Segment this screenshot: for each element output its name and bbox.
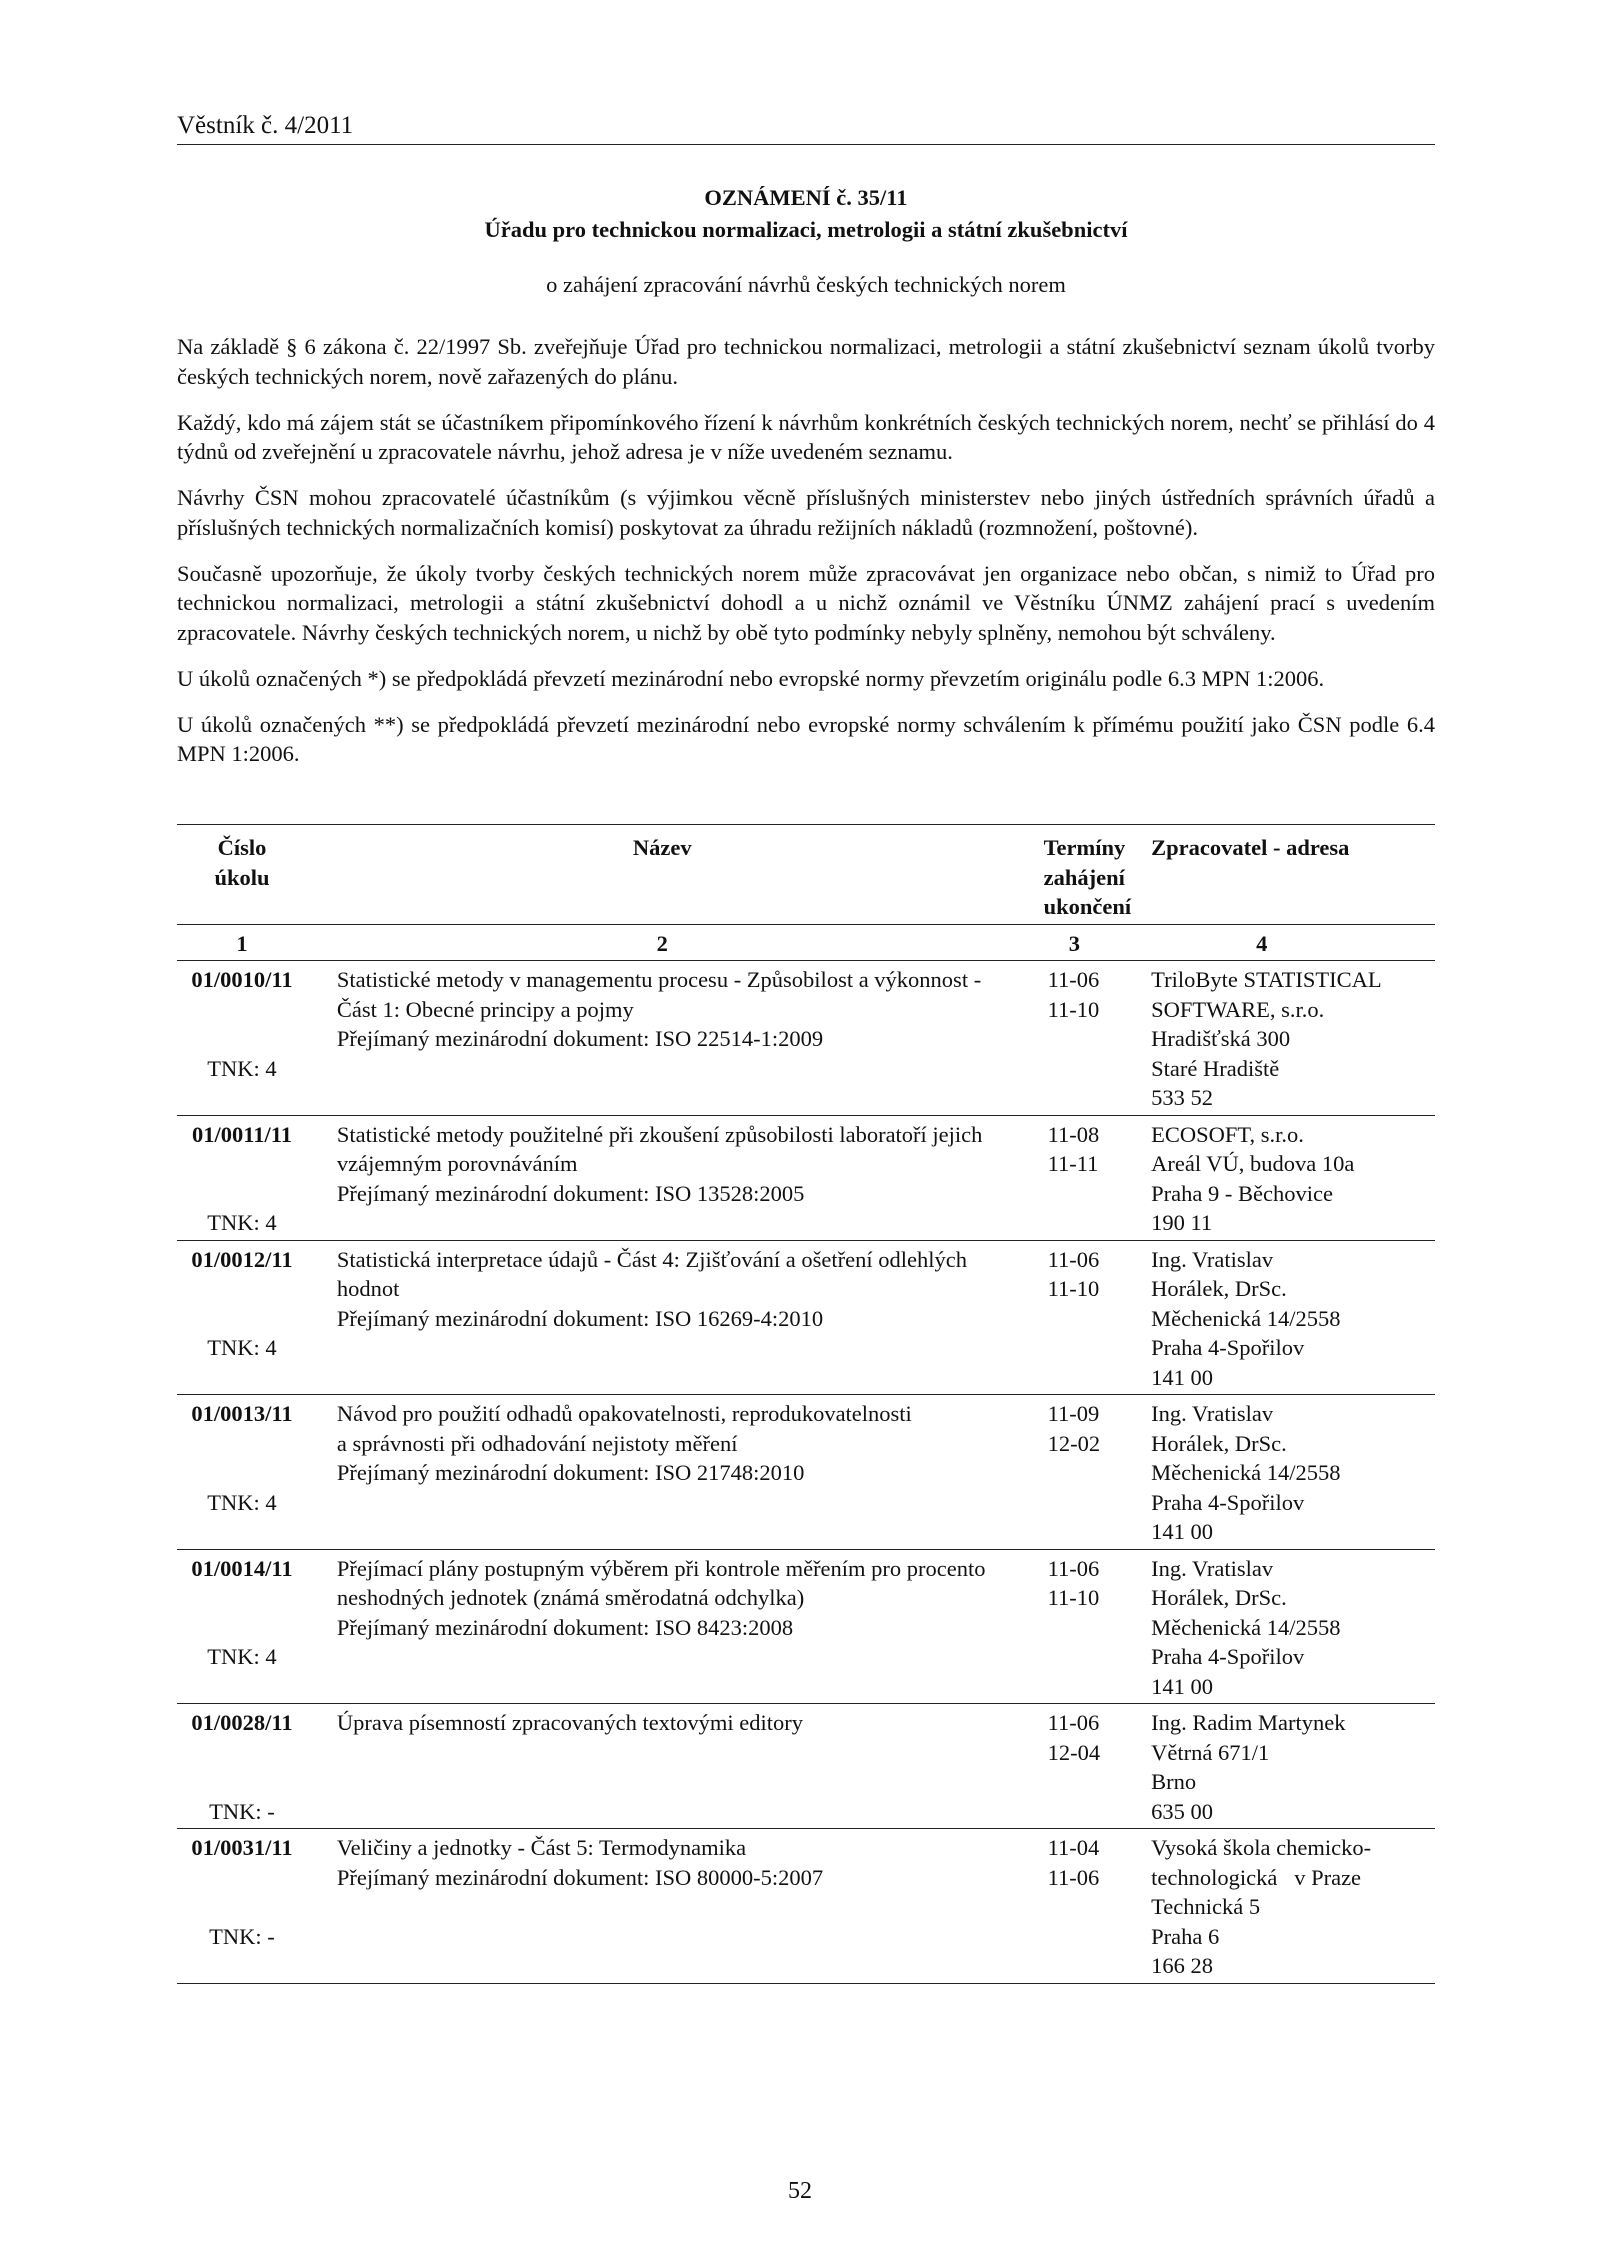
task-number-cell bbox=[177, 1829, 307, 1984]
column-number: 2 bbox=[307, 924, 1018, 961]
tnk-label: TNK: - bbox=[209, 1923, 275, 1949]
tnk-label: TNK: 4 bbox=[207, 1335, 277, 1360]
task-title-line: Přejímaný mezinárodní dokument: ISO 22514-1:2009 bbox=[336, 1026, 824, 1051]
paragraph: Na základě § 6 zákona č. 22/1997 Sb. zveřejňuje Úřad pro technickou normalizaci, metrologii a státní zkušebnictví seznam úkolů tvorby českých technických norem, nově zařazených do plánu. bbox=[177, 334, 1435, 389]
header-processor: Zpracovatel - adresa bbox=[1131, 825, 1435, 925]
processor-address-line: Vysoká škola chemicko- bbox=[1151, 1835, 1372, 1860]
processor-address-line: Měchenická 14/2558 bbox=[1151, 1305, 1341, 1331]
paragraph: Návrhy ČSN mohou zpracovatelé účastníkům (s výjimkou věcně příslušných ministerstev nebo jiných ústředních správních úřadů a příslušných technických normalizačních komisí) poskytovat za úhradu režijních nákladů (rozmnožení, poštovné). bbox=[177, 485, 1435, 540]
processor-address-cell bbox=[1131, 1704, 1435, 1829]
terms-cell bbox=[1018, 1395, 1132, 1550]
task-title-cell bbox=[307, 1395, 1018, 1550]
task-title-line: Přejímaný mezinárodní dokument: ISO 16269-4:2010 bbox=[336, 1305, 824, 1331]
start-term: 11-04 bbox=[1047, 1835, 1100, 1860]
header-terms: Termíny zahájení ukončení bbox=[1018, 825, 1132, 925]
task-title-line: Veličiny a jednotky - Část 5: Termodynamika bbox=[336, 1835, 747, 1860]
task-title-line: Přejímaný mezinárodní dokument: ISO 21748:2010 bbox=[336, 1460, 805, 1485]
start-term: 11-06 bbox=[1047, 1246, 1100, 1272]
paragraph: Každý, kdo má zájem stát se účastníkem připomínkového řízení k návrhům konkrétních českých technických norem, nechť se přihlásí do 4 týdnů od zveřejnění u zpracovatele návrhu, jehož adresa je v níže uvedeném seznamu. bbox=[177, 409, 1435, 464]
processor-address-cell bbox=[1131, 1549, 1435, 1704]
header-title: Název bbox=[307, 825, 1018, 925]
end-term: 11-11 bbox=[1047, 1151, 1099, 1176]
tnk-label: TNK: - bbox=[209, 1798, 275, 1824]
table-row bbox=[177, 1704, 1435, 1829]
task-title-cell bbox=[307, 1549, 1018, 1704]
table-row bbox=[177, 1549, 1435, 1704]
paragraph: Současně upozorňuje, že úkoly tvorby českých technických norem může zpracovávat jen organizace nebo občan, s nimiž to Úřad pro technickou normalizaci, metrologii a státní zkušebnictví dohodl a u nichž oznámil ve Věstníku ÚNMZ zahájení prací s uvedením zpracovatele. Návrhy českých technických norem, u nichž by obě tyto podmínky nebyly splněny, nemohou být schváleny. bbox=[177, 560, 1435, 645]
task-number-cell bbox=[177, 1240, 307, 1395]
end-term: 11-10 bbox=[1047, 1276, 1100, 1301]
task-id: 01/0011/11 bbox=[191, 1121, 292, 1147]
processor-address-line: Brno bbox=[1151, 1769, 1197, 1794]
task-title-line: a správnosti při odhadování nejistoty měření bbox=[336, 1430, 738, 1456]
task-title-line: Statistické metody použitelné při zkoušení způsobilosti laboratoří jejich bbox=[336, 1121, 983, 1147]
task-title-line: Přejímaný mezinárodní dokument: ISO 8423:2008 bbox=[336, 1614, 794, 1640]
announcement-subtitle: o zahájení zpracování návrhů českých technických norem bbox=[546, 272, 1066, 297]
paragraph: U úkolů označených **) se předpokládá převzetí mezinárodní nebo evropské normy schválením k přímému použití jako ČSN podle 6.4 MPN 1:2006. bbox=[177, 711, 1435, 766]
announcement-title bbox=[177, 182, 1435, 246]
processor-address-line: Areál VÚ, budova 10a bbox=[1151, 1151, 1355, 1176]
paragraph: U úkolů označených *) se předpokládá převzetí mezinárodní nebo evropské normy převzetím originálu podle 6.3 MPN 1:2006. bbox=[177, 665, 1325, 691]
body-text bbox=[177, 332, 1435, 785]
task-number-cell bbox=[177, 961, 307, 1116]
processor-address-line: 141 00 bbox=[1151, 1364, 1213, 1390]
processor-address-line: Měchenická 14/2558 bbox=[1151, 1460, 1341, 1485]
task-title-line: Přejímaný mezinárodní dokument: ISO 80000-5:2007 bbox=[336, 1864, 824, 1890]
column-number-row bbox=[177, 924, 1435, 961]
processor-address-line: ECOSOFT, s.r.o. bbox=[1151, 1121, 1304, 1147]
processor-address-line: 141 00 bbox=[1151, 1519, 1213, 1544]
terms-cell bbox=[1018, 1549, 1132, 1704]
task-title-line: Úprava písemností zpracovaných textovými editory bbox=[336, 1710, 804, 1735]
processor-address-line: Hradišťská 300 bbox=[1151, 1026, 1291, 1051]
task-number-cell bbox=[177, 1704, 307, 1829]
processor-address-line: Měchenická 14/2558 bbox=[1151, 1614, 1341, 1640]
running-head: Věstník č. 4/2011 bbox=[177, 112, 354, 139]
header-divider bbox=[177, 144, 1435, 145]
task-number-cell bbox=[177, 1549, 307, 1704]
start-term: 11-08 bbox=[1047, 1121, 1100, 1147]
processor-address-line: Praha 4-Spořilov bbox=[1151, 1489, 1305, 1515]
task-title-cell bbox=[307, 1829, 1018, 1984]
task-table-header bbox=[177, 825, 1435, 961]
processor-address-line: 190 11 bbox=[1151, 1210, 1213, 1235]
task-title-cell bbox=[307, 1240, 1018, 1395]
task-title-line: Přejímací plány postupným výběrem při kontrole měřením pro procento bbox=[336, 1555, 986, 1581]
start-term: 11-06 bbox=[1047, 967, 1100, 992]
processor-address-line: 166 28 bbox=[1151, 1953, 1213, 1978]
column-number: 4 bbox=[1131, 924, 1435, 961]
processor-address-line: Horálek, DrSc. bbox=[1151, 1585, 1287, 1610]
processor-address-cell bbox=[1131, 1829, 1435, 1984]
end-term: 11-06 bbox=[1047, 1864, 1100, 1890]
task-number-cell bbox=[177, 1395, 307, 1550]
task-title-line: Přejímaný mezinárodní dokument: ISO 13528:2005 bbox=[336, 1180, 805, 1206]
task-id: 01/0028/11 bbox=[191, 1710, 293, 1735]
table-row bbox=[177, 1829, 1435, 1984]
processor-address-line: TriloByte STATISTICAL bbox=[1151, 967, 1382, 992]
start-term: 11-09 bbox=[1047, 1401, 1100, 1426]
tnk-label: TNK: 4 bbox=[207, 1644, 277, 1669]
task-table bbox=[177, 824, 1435, 1984]
terms-cell bbox=[1018, 961, 1132, 1116]
processor-address-line: Praha 9 - Běchovice bbox=[1151, 1180, 1333, 1206]
processor-address-line: Technická 5 bbox=[1151, 1894, 1261, 1919]
table-row bbox=[177, 961, 1435, 1116]
title-line-2: Úřadu pro technickou normalizaci, metrologii a státní zkušebnictví bbox=[484, 217, 1128, 242]
processor-address-line: Ing. Vratislav bbox=[1151, 1246, 1274, 1272]
task-title-line: Návod pro použití odhadů opakovatelnosti, reprodukovatelnosti bbox=[336, 1401, 912, 1426]
processor-address-line: 141 00 bbox=[1151, 1673, 1213, 1699]
task-title-line: vzájemným porovnáváním bbox=[336, 1151, 578, 1176]
processor-address-line: SOFTWARE, s.r.o. bbox=[1151, 996, 1325, 1022]
processor-address-line: Praha 6 bbox=[1151, 1923, 1220, 1949]
task-title-line: Statistické metody v managementu procesu - Způsobilost a výkonnost - bbox=[336, 967, 982, 992]
task-title-line: neshodných jednotek (známá směrodatná odchylka) bbox=[336, 1585, 805, 1610]
task-id: 01/0031/11 bbox=[191, 1835, 293, 1860]
task-id: 01/0013/11 bbox=[191, 1401, 293, 1426]
table-row bbox=[177, 1115, 1435, 1240]
title-line-1: OZNÁMENÍ č. 35/11 bbox=[704, 185, 908, 210]
terms-cell bbox=[1018, 1240, 1132, 1395]
processor-address-line: Ing. Radim Martynek bbox=[1151, 1710, 1346, 1735]
task-number-cell bbox=[177, 1115, 307, 1240]
task-table-body bbox=[177, 961, 1435, 1984]
processor-address-line: Praha 4-Spořilov bbox=[1151, 1335, 1305, 1360]
processor-address-cell bbox=[1131, 1115, 1435, 1240]
processor-address-line: technologická v Praze bbox=[1151, 1864, 1362, 1890]
tnk-label: TNK: 4 bbox=[207, 1489, 277, 1515]
processor-address-line: Ing. Vratislav bbox=[1151, 1401, 1274, 1426]
terms-cell bbox=[1018, 1704, 1132, 1829]
processor-address-line: Větrná 671/1 bbox=[1151, 1739, 1270, 1765]
processor-address-cell bbox=[1131, 961, 1435, 1116]
processor-address-cell bbox=[1131, 1240, 1435, 1395]
task-title-line: Statistická interpretace údajů - Část 4: Zjišťování a ošetření odlehlých bbox=[336, 1246, 967, 1272]
processor-address-line: Horálek, DrSc. bbox=[1151, 1430, 1287, 1456]
tnk-label: TNK: 4 bbox=[207, 1055, 277, 1081]
processor-address-line: Praha 4-Spořilov bbox=[1151, 1644, 1305, 1669]
end-term: 11-10 bbox=[1047, 996, 1100, 1022]
table-row bbox=[177, 1395, 1435, 1550]
task-title-cell bbox=[307, 961, 1018, 1116]
end-term: 11-10 bbox=[1047, 1585, 1100, 1610]
page-number: 52 bbox=[788, 2178, 812, 2204]
end-term: 12-02 bbox=[1047, 1430, 1101, 1456]
tnk-label: TNK: 4 bbox=[207, 1210, 277, 1235]
processor-address-cell bbox=[1131, 1395, 1435, 1550]
column-number: 3 bbox=[1018, 924, 1132, 961]
task-title-line: Část 1: Obecné principy a pojmy bbox=[336, 996, 634, 1022]
table-row bbox=[177, 1240, 1435, 1395]
column-number: 1 bbox=[177, 924, 307, 961]
task-title-line: hodnot bbox=[336, 1276, 400, 1301]
task-id: 01/0012/11 bbox=[191, 1246, 293, 1272]
processor-address-line: Staré Hradiště bbox=[1151, 1055, 1280, 1081]
task-id: 01/0010/11 bbox=[191, 967, 293, 992]
processor-address-line: 635 00 bbox=[1151, 1798, 1213, 1824]
terms-cell bbox=[1018, 1829, 1132, 1984]
task-title-cell bbox=[307, 1704, 1018, 1829]
start-term: 11-06 bbox=[1047, 1555, 1100, 1581]
terms-cell bbox=[1018, 1115, 1132, 1240]
start-term: 11-06 bbox=[1047, 1710, 1100, 1735]
task-title-cell bbox=[307, 1115, 1018, 1240]
processor-address-line: Ing. Vratislav bbox=[1151, 1555, 1274, 1581]
task-id: 01/0014/11 bbox=[191, 1555, 293, 1581]
end-term: 12-04 bbox=[1047, 1739, 1101, 1765]
header-task-number: Číslo úkolu bbox=[177, 825, 307, 925]
processor-address-line: 533 52 bbox=[1151, 1085, 1213, 1110]
processor-address-line: Horálek, DrSc. bbox=[1151, 1276, 1287, 1301]
